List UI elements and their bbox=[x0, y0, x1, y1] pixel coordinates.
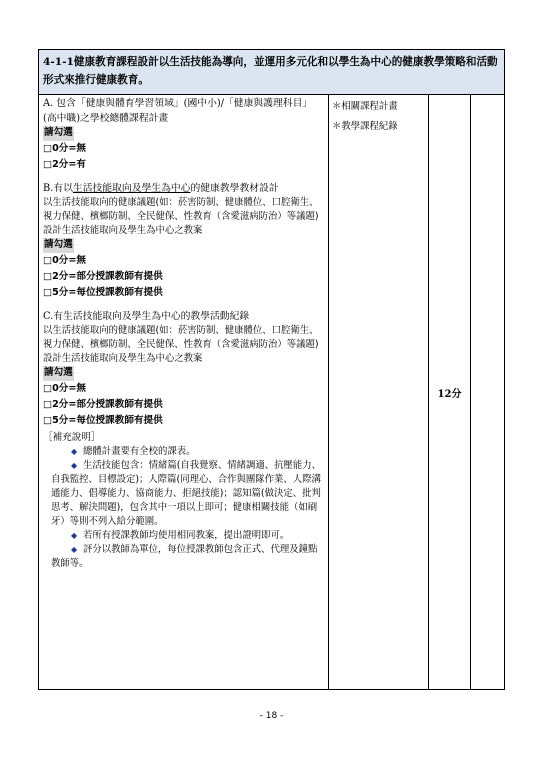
section-b-title: B.有以生活技能取向及學生為中心的健康教學教材設計 bbox=[43, 182, 279, 194]
section-b-option[interactable]: □5分=每位授課教師有提供 bbox=[43, 286, 163, 298]
supplement-note: ◆ 若所有授課教師均使用相同教案，提出證明即可。 bbox=[71, 530, 290, 541]
supplement-title: ［補充說明］ bbox=[43, 431, 101, 443]
section-b-option[interactable]: □0分=無 bbox=[43, 254, 86, 266]
section-a-option[interactable]: □0分=無 bbox=[43, 142, 86, 154]
score-cell: 12分 bbox=[429, 95, 471, 690]
indicator-header: 4-1-1健康教育課程設計以生活技能為導向，並運用多元化和以學生為中心的健康教學策略和活動形式來推行健康教育。 bbox=[39, 50, 505, 95]
section-c-description: 以生活技能取向的健康議題(如：菸害防制、健康體位、口腔衛生、視力保健、檳榔防制、全民健保、性教育（含愛滋病防治）等議題)設計生活技能取向及學生為中心之教案 bbox=[43, 325, 319, 364]
document-item: ＊相關課程計畫 bbox=[332, 101, 398, 112]
section-b-description: 以生活技能取向的健康議題(如：菸害防制、健康體位、口腔衛生、視力保健、檳榔防制、全民健保、性教育（含愛滋病防治）等議題)設計生活技能取向及學生為中心之教案 bbox=[43, 197, 319, 236]
section-b-select-label: 請勾選 bbox=[43, 238, 74, 253]
section-a-select-label: 請勾選 bbox=[43, 126, 74, 141]
section-c-option[interactable]: □5分=每位授課教師有提供 bbox=[43, 414, 163, 426]
page-number: - 18 - bbox=[259, 711, 284, 721]
supplement-note: ◆ 總體計畫要有全校的課表。 bbox=[71, 446, 196, 457]
section-c-title: C.有生活技能取向及學生為中心的教學活動紀錄 bbox=[43, 310, 250, 322]
section-a-title: A. 包含「健康與體育學習領域」(國中小)/「健康與護理科目」(高中職)之學校總體課程計畫 bbox=[43, 98, 313, 124]
self-score-cell[interactable] bbox=[471, 95, 505, 690]
supplement-note: ◆ 評分以教師為單位，每位授課教師包含正式、代理及鐘點教師等。 bbox=[51, 544, 318, 569]
diamond-bullet-icon: ◆ bbox=[71, 461, 78, 470]
document-item: ＊教學課程紀錄 bbox=[332, 121, 398, 132]
section-a-option[interactable]: □2分=有 bbox=[43, 158, 86, 170]
diamond-bullet-icon: ◆ bbox=[71, 447, 78, 456]
diamond-bullet-icon: ◆ bbox=[71, 531, 78, 540]
criteria-cell bbox=[39, 95, 329, 690]
diamond-bullet-icon: ◆ bbox=[71, 545, 78, 554]
supplement-note: ◆ 生活技能包含：情緒篇(自我覺察、情緒調適、抗壓能力、自我監控、目標設定)；人際篇(同理心、合作與團隊作業、人際溝通能力、倡導能力、協商能力、拒絕技能)；認知篇(做決定、批判思考、解決問題)，包含其中一項以上即可；健康相關技能（如刷牙）等則不列入給分範圍。 bbox=[51, 460, 322, 527]
section-c-option[interactable]: □2分=部分授課教師有提供 bbox=[43, 398, 163, 410]
section-b-option[interactable]: □2分=部分授課教師有提供 bbox=[43, 270, 163, 282]
reference-documents-cell bbox=[329, 95, 429, 690]
evaluation-table bbox=[38, 49, 505, 690]
section-c-option[interactable]: □0分=無 bbox=[43, 382, 86, 394]
section-c-select-label: 請勾選 bbox=[43, 366, 74, 381]
